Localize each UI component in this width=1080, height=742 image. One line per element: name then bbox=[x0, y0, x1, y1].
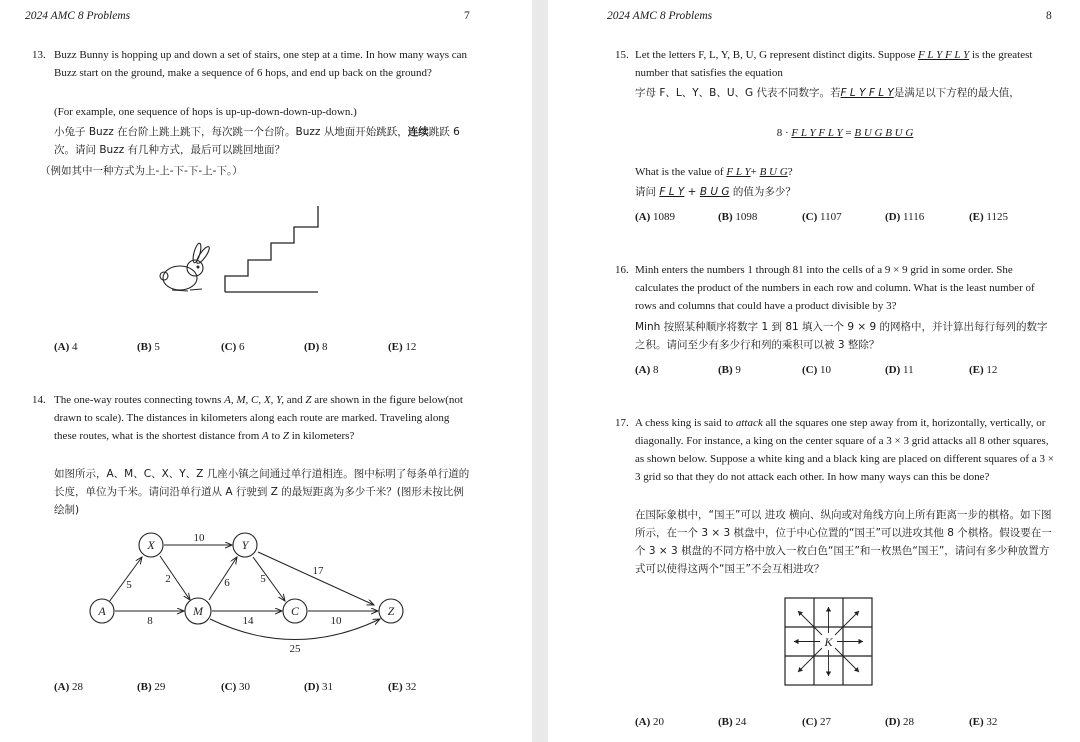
underlined-number: B U G bbox=[759, 166, 788, 178]
choice-value: 27 bbox=[820, 716, 832, 728]
choice-value: 1089 bbox=[653, 211, 676, 223]
question-number: 13. bbox=[32, 49, 46, 61]
zh-text-part: 请问 bbox=[635, 186, 656, 198]
node-label: Z bbox=[387, 604, 395, 618]
en-text-part: A chess king is said to bbox=[635, 417, 734, 429]
edge-y-c bbox=[253, 557, 285, 601]
choice-c[interactable] bbox=[221, 341, 245, 353]
question-16-zh-text: Minh 按照某种顺序将数字 1 到 81 填入一个 9 × 9 的网格中，并计算出每行每列的数字之积。请问至少有多少行和列的乘积可以被 3 整除？ bbox=[635, 321, 1048, 351]
underlined-number: F L Y F L Y bbox=[917, 49, 970, 61]
edge-label: 2 bbox=[165, 573, 171, 585]
edge-label: 10 bbox=[193, 532, 205, 544]
choice-e[interactable] bbox=[969, 211, 1008, 223]
choice-value: 9 bbox=[735, 364, 741, 376]
question-14-en-text bbox=[54, 391, 472, 445]
question-number: 16. bbox=[615, 264, 629, 276]
question-14-zh-text: 如图所示，A、M、C、X、Y、Z 几座小镇之间通过单行道相连。图中标明了每条单行道的长度，单位为千米。请问沿单行道从 A 行驶到 Z 的最短距离为多少千米？(图形未按比例绘制) bbox=[54, 468, 470, 516]
choice-value: 1125 bbox=[986, 211, 1009, 223]
choice-d[interactable] bbox=[885, 716, 914, 728]
choice-label: (D) bbox=[885, 364, 901, 376]
staircase bbox=[225, 206, 318, 292]
choice-value: 11 bbox=[903, 364, 914, 376]
question-16-en-text: Minh enters the numbers 1 through 81 into the cells of a 9 × 9 grid in some order. She calculates the product of the numbers in each row and column. What is the least number of rows and columns that could have a product divisible by 3? bbox=[635, 264, 1035, 312]
choice-label: (C) bbox=[802, 364, 818, 376]
choice-label: (D) bbox=[304, 341, 320, 353]
choice-e[interactable] bbox=[969, 716, 997, 728]
choice-e[interactable] bbox=[388, 681, 416, 693]
choice-value: 31 bbox=[322, 681, 334, 693]
choice-label: (E) bbox=[388, 341, 403, 353]
edge-y-z bbox=[258, 552, 374, 605]
choice-d[interactable] bbox=[304, 341, 328, 353]
choice-d[interactable] bbox=[304, 681, 333, 693]
choice-value: 1098 bbox=[735, 211, 758, 223]
choice-label: (D) bbox=[304, 681, 320, 693]
question-13-zh-example: （例如其中一种方式为上-上-下-下-上-下。） bbox=[40, 165, 243, 177]
zh-text-part: 跳跃 6 次。请问 Buzz 有几种方式，最后可以跳回地面？ bbox=[54, 126, 460, 156]
page-header-title: 2024 AMC 8 Problems bbox=[607, 10, 713, 22]
edge-label: 6 bbox=[224, 577, 230, 589]
edge-label: 10 bbox=[330, 615, 342, 627]
choice-b[interactable] bbox=[137, 341, 160, 353]
choice-label: (B) bbox=[137, 681, 152, 693]
en-italic-word: attack bbox=[735, 417, 763, 429]
en-text-part: Z bbox=[282, 430, 289, 442]
edge-m-y bbox=[209, 557, 237, 600]
king-label: K bbox=[824, 635, 833, 649]
choice-label: (D) bbox=[885, 716, 901, 728]
choice-label: (D) bbox=[885, 211, 901, 223]
choice-value: 8 bbox=[322, 341, 328, 353]
choice-value: 10 bbox=[820, 364, 832, 376]
en-text-part: in kilometers? bbox=[291, 430, 355, 442]
zh-text-part: 是满足以下方程的最大值， bbox=[893, 87, 1020, 99]
choice-b[interactable] bbox=[718, 211, 757, 223]
en-text-part: to bbox=[271, 430, 281, 442]
page-right bbox=[548, 0, 1080, 742]
choice-value: 12 bbox=[986, 364, 998, 376]
choice-label: (A) bbox=[54, 341, 70, 353]
choice-label: (C) bbox=[802, 716, 818, 728]
edge-label: 25 bbox=[289, 643, 301, 655]
choice-label: (C) bbox=[221, 341, 237, 353]
node-label: X bbox=[147, 538, 155, 552]
choice-a[interactable] bbox=[635, 716, 664, 728]
choice-label: (B) bbox=[718, 211, 733, 223]
choice-label: (C) bbox=[802, 211, 818, 223]
equation-part: = bbox=[842, 127, 855, 139]
choice-a[interactable] bbox=[635, 364, 659, 376]
equation-part: 8 · bbox=[776, 127, 792, 139]
zh-text-part: 的值为多少？ bbox=[729, 186, 796, 198]
choice-value: 4 bbox=[72, 341, 78, 353]
choice-label: (E) bbox=[969, 716, 984, 728]
edge-label: 8 bbox=[147, 615, 153, 627]
choice-label: (E) bbox=[969, 211, 984, 223]
choice-d[interactable] bbox=[885, 211, 924, 223]
choice-value: 8 bbox=[653, 364, 659, 376]
choice-c[interactable] bbox=[802, 364, 831, 376]
page-left bbox=[0, 0, 532, 742]
choice-a[interactable] bbox=[54, 341, 78, 353]
choice-e[interactable] bbox=[969, 364, 997, 376]
choice-c[interactable] bbox=[221, 681, 250, 693]
choice-value: 28 bbox=[903, 716, 915, 728]
chess-king-grid-figure bbox=[784, 597, 874, 687]
zh-text-part: 小兔子 Buzz 在台阶上跳上跳下，每次跳一个台阶。Buzz 从地面开始跳跃， bbox=[54, 126, 408, 138]
choice-value: 32 bbox=[405, 681, 417, 693]
question-15-equation bbox=[635, 124, 1055, 142]
en-text-part: + bbox=[750, 166, 757, 178]
question-15-question-en bbox=[635, 163, 1055, 181]
choice-value: 32 bbox=[986, 716, 998, 728]
en-text-part: are shown in the figure below(not drawn to scale). The distances in kilometers along each route are marked. Traveling along these routes, what is the shortest distance from bbox=[54, 394, 463, 442]
underlined-number: F L Y F L Y bbox=[791, 127, 843, 139]
choice-e[interactable] bbox=[388, 341, 416, 353]
choice-value: 28 bbox=[72, 681, 84, 693]
choice-value: 20 bbox=[653, 716, 665, 728]
node-label: M bbox=[193, 604, 203, 618]
choice-label: (B) bbox=[137, 341, 152, 353]
edge-label: 14 bbox=[242, 615, 254, 627]
choice-c[interactable] bbox=[802, 211, 842, 223]
page-header-title: 2024 AMC 8 Problems bbox=[25, 10, 131, 22]
choice-b[interactable] bbox=[718, 364, 741, 376]
en-text-part: What is the value of bbox=[635, 166, 724, 178]
question-number: 17. bbox=[615, 417, 629, 429]
en-text-part: is the greatest number that satisfies the equation bbox=[635, 49, 1033, 79]
choice-value: 12 bbox=[405, 341, 417, 353]
zh-bold-text: 连续 bbox=[407, 126, 429, 138]
choice-value: 24 bbox=[735, 716, 747, 728]
edge-label: 17 bbox=[312, 565, 324, 577]
question-13-zh-text bbox=[54, 123, 472, 159]
choice-label: (E) bbox=[388, 681, 403, 693]
zh-text-part: + bbox=[684, 186, 700, 198]
choice-label: (A) bbox=[635, 364, 651, 376]
page-number: 7 bbox=[464, 10, 470, 22]
question-13-en-example: (For example, one sequence of hops is up-up-down-down-up-down.) bbox=[54, 106, 357, 118]
en-text-part: Let the letters F, L, Y, B, U, G represent distinct digits. Suppose bbox=[635, 49, 916, 61]
question-number: 14. bbox=[32, 394, 46, 406]
choice-d[interactable] bbox=[885, 364, 914, 376]
choice-label: (A) bbox=[635, 716, 651, 728]
en-text-part: ? bbox=[787, 166, 793, 178]
question-number: 15. bbox=[615, 49, 629, 61]
choice-label: (B) bbox=[718, 716, 733, 728]
en-text-part: A, M, C, X, Y, bbox=[224, 394, 284, 406]
choice-value: 5 bbox=[154, 341, 160, 353]
choice-b[interactable] bbox=[137, 681, 165, 693]
underlined-number: F L Y bbox=[659, 186, 685, 198]
edge-label: 5 bbox=[260, 573, 266, 585]
choice-a[interactable] bbox=[635, 211, 675, 223]
bunny-stairs-figure bbox=[150, 200, 330, 300]
underlined-number: F L Y bbox=[726, 166, 751, 178]
en-text-part: all the squares one step away from it, horizontally, vertically, or diagonally. For instance, a king on the center square of a 3 × 3 grid attacks all 8 other squares, as shown below. Suppose a white king and a black king are placed on different squares of a 3 × 3 grid so that they do not attack each other. In how many ways can this be done? bbox=[635, 417, 1054, 483]
en-text-part: The one-way routes connecting towns bbox=[54, 394, 222, 406]
en-text-part: and bbox=[286, 394, 303, 406]
node-label: C bbox=[290, 604, 300, 618]
question-15-question-zh bbox=[635, 183, 1055, 201]
choice-c[interactable] bbox=[802, 716, 831, 728]
en-text-part: Z bbox=[305, 394, 312, 406]
node-label: Y bbox=[241, 538, 249, 552]
choice-value: 1107 bbox=[820, 211, 842, 223]
question-17-en-text bbox=[635, 414, 1055, 486]
node-label: A bbox=[98, 604, 106, 618]
underlined-number: F L Y F L Y bbox=[840, 87, 894, 99]
question-15-zh-text bbox=[635, 84, 1055, 102]
bunny-icon bbox=[160, 243, 211, 291]
choice-label: (A) bbox=[635, 211, 651, 223]
question-13-en-text: Buzz Bunny is hopping up and down a set of stairs, one step at a time. In how many ways can Buzz start on the ground, make a sequence of 6 hops, and end up back on the ground? bbox=[54, 49, 468, 79]
choice-label: (A) bbox=[54, 681, 70, 693]
choice-value: 6 bbox=[239, 341, 245, 353]
choice-label: (C) bbox=[221, 681, 237, 693]
question-17-zh-text: 在国际象棋中，“国王”可以 进攻 横向、纵向或对角线方向上所有距离一步的棋格。如下图所示，在一个 3 × 3 棋盘中，位于中心位置的“国王”可以进攻其他 8 个棋格。假设要在一个 3 × 3 棋盘的不同方格中放入一枚白色“国王”和一枚黑色“国王”，请问有多少种放置方式可以使得这两个“国王”不会互相进攻？ bbox=[635, 509, 1052, 575]
page-number: 8 bbox=[1046, 10, 1052, 22]
choice-value: 29 bbox=[154, 681, 166, 693]
edge-label: 5 bbox=[126, 579, 132, 591]
choice-b[interactable] bbox=[718, 716, 746, 728]
choice-value: 1116 bbox=[903, 211, 925, 223]
choice-a[interactable] bbox=[54, 681, 83, 693]
choice-value: 30 bbox=[239, 681, 251, 693]
choice-label: (B) bbox=[718, 364, 733, 376]
route-graph-figure bbox=[80, 525, 420, 660]
question-15-en-text bbox=[635, 46, 1055, 82]
en-text-part: A bbox=[262, 430, 269, 442]
underlined-number: B U G bbox=[699, 186, 730, 198]
choice-label: (E) bbox=[969, 364, 984, 376]
zh-text-part: 字母 F、L、Y、B、U、G 代表不同数字。若 bbox=[635, 87, 841, 99]
underlined-number: B U G B U G bbox=[854, 127, 914, 139]
